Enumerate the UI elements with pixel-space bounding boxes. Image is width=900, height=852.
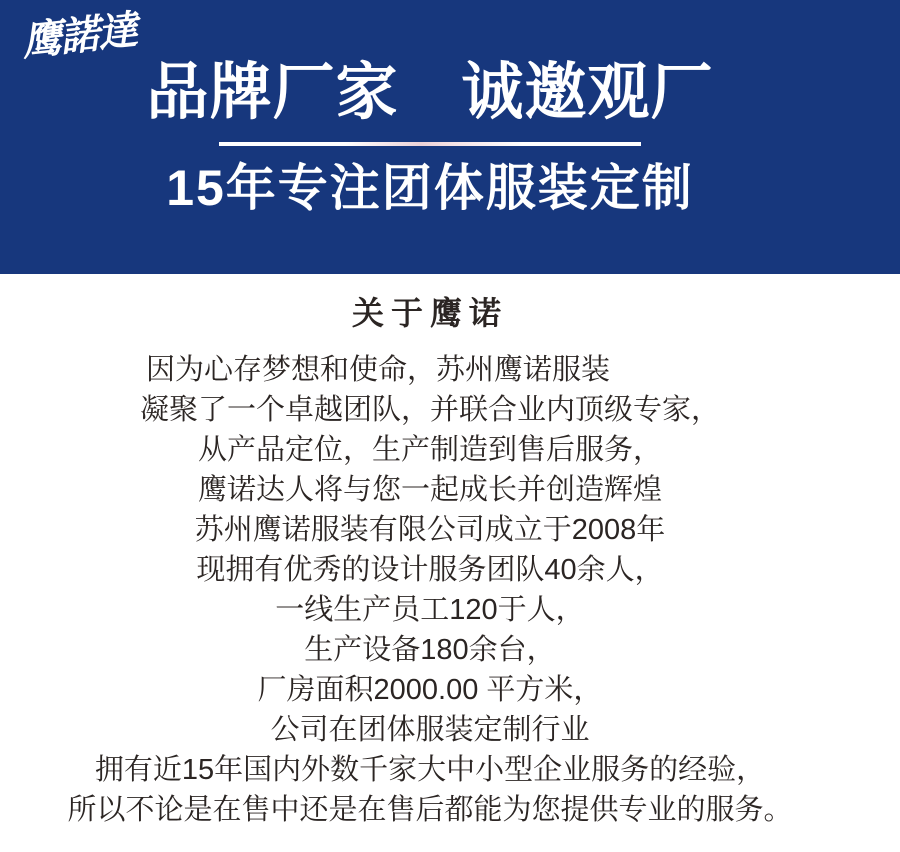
about-text-line: 鹰诺达人将与您一起成长并创造辉煌 (197, 474, 662, 506)
banner-subtitle: 15年专注团体服装定制 (166, 160, 694, 216)
about-text-line: 所以不论是在售中还是在售后都能为您提供专业的服务。 (67, 794, 793, 826)
banner-content (0, 50, 880, 218)
about-section (0, 292, 880, 830)
banner-title: 品牌厂家 诚邀观厂 (146, 58, 714, 127)
about-text-line: 一线生产员工120于人， (275, 594, 585, 626)
about-text-line: 苏州鹰诺服装有限公司成立于2008年 (194, 514, 666, 546)
about-heading: 关于鹰诺 (351, 295, 508, 331)
about-text-line: 生产设备180余台， (304, 634, 556, 666)
about-text-line: 公司在团体服装定制行业 (270, 714, 590, 746)
banner-divider (219, 142, 641, 146)
about-text-line: 从产品定位，生产制造到售后服务， (197, 434, 662, 466)
brand-logo: 鹰諾達 (19, 7, 138, 65)
header-banner (0, 0, 900, 274)
about-text-line: 因为心存梦想和使命，苏州鹰诺服装 (145, 354, 610, 386)
about-text-line: 现拥有优秀的设计服务团队40余人， (196, 554, 664, 586)
about-text-line: 厂房面积2000.00 平方米， (257, 674, 603, 706)
about-text-line: 凝聚了一个卓越团队，并联合业内顶级专家， (139, 394, 720, 426)
about-paragraph (0, 350, 880, 830)
about-text-line: 拥有近15年国内外数千家大中小型企业服务的经验， (94, 754, 766, 786)
